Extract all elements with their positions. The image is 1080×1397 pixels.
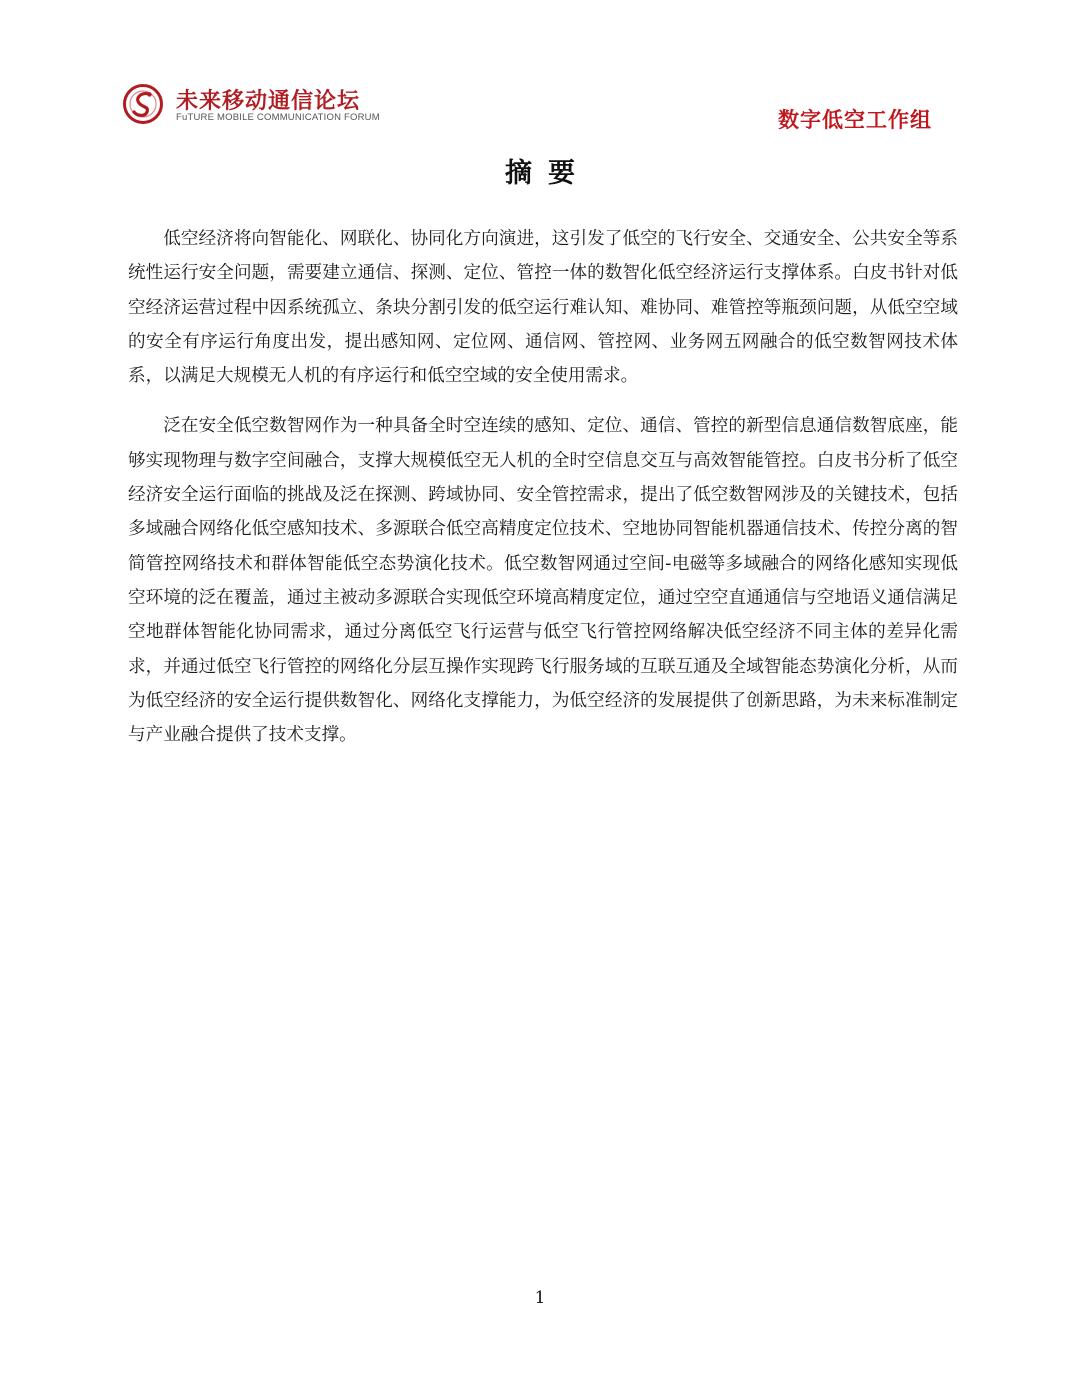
forum-logo-icon: [122, 83, 164, 125]
abstract-body: [128, 222, 958, 768]
forum-name-en: FuTURE MOBILE COMMUNICATION FORUM: [176, 112, 380, 123]
working-group-name: 数字低空工作组: [778, 107, 932, 132]
forum-name-cn: 未来移动通信论坛: [176, 88, 361, 114]
page-title: 摘要: [505, 158, 591, 189]
forum-logo: [122, 83, 392, 129]
abstract-paragraph-2: 泛在安全低空数智网作为一种具备全时空连续的感知、定位、通信、管控的新型信息通信数智底座，能够实现物理与数字空间融合，支撑大规模低空无人机的全时空信息交互与高效智能管控。白皮书分析了低空经济安全运行面临的挑战及泛在探测、跨域协同、安全管控需求，提出了低空数智网涉及的关键技术，包括多域融合网络化低空感知技术、多源联合低空高精度定位技术、空地协同智能机器通信技术、传控分离的智简管控网络技术和群体智能低空态势演化技术。低空数智网通过空间-电磁等多域融合的网络化感知实现低空环境的泛在覆盖，通过主被动多源联合实现低空环境高精度定位，通过空空直通通信与空地语义通信满足空地群体智能化协同需求，通过分离低空飞行运营与低空飞行管控网络解决低空经济不同主体的差异化需求，并通过低空飞行管控的网络化分层互操作实现跨飞行服务域的互联互通及全域智能态势演化分析，从而为低空经济的安全运行提供数智化、网络化支撑能力，为低空经济的发展提供了创新思路，为未来标准制定与产业融合提供了技术支撑。: [128, 416, 958, 746]
abstract-paragraph-1: 低空经济将向智能化、网联化、协同化方向演进，这引发了低空的飞行安全、交通安全、公共安全等系统性运行安全问题，需要建立通信、探测、定位、管控一体的数智化低空经济运行支撑体系。白皮书针对低空经济运营过程中因系统孤立、条块分割引发的低空运行难认知、难协同、难管控等瓶颈问题，从低空空域的安全有序运行角度出发，提出感知网、定位网、通信网、管控网、业务网五网融合的低空数智网技术体系，以满足大规模无人机的有序运行和低空空域的安全使用需求。: [128, 229, 958, 387]
page-number: 1: [534, 1288, 546, 1308]
